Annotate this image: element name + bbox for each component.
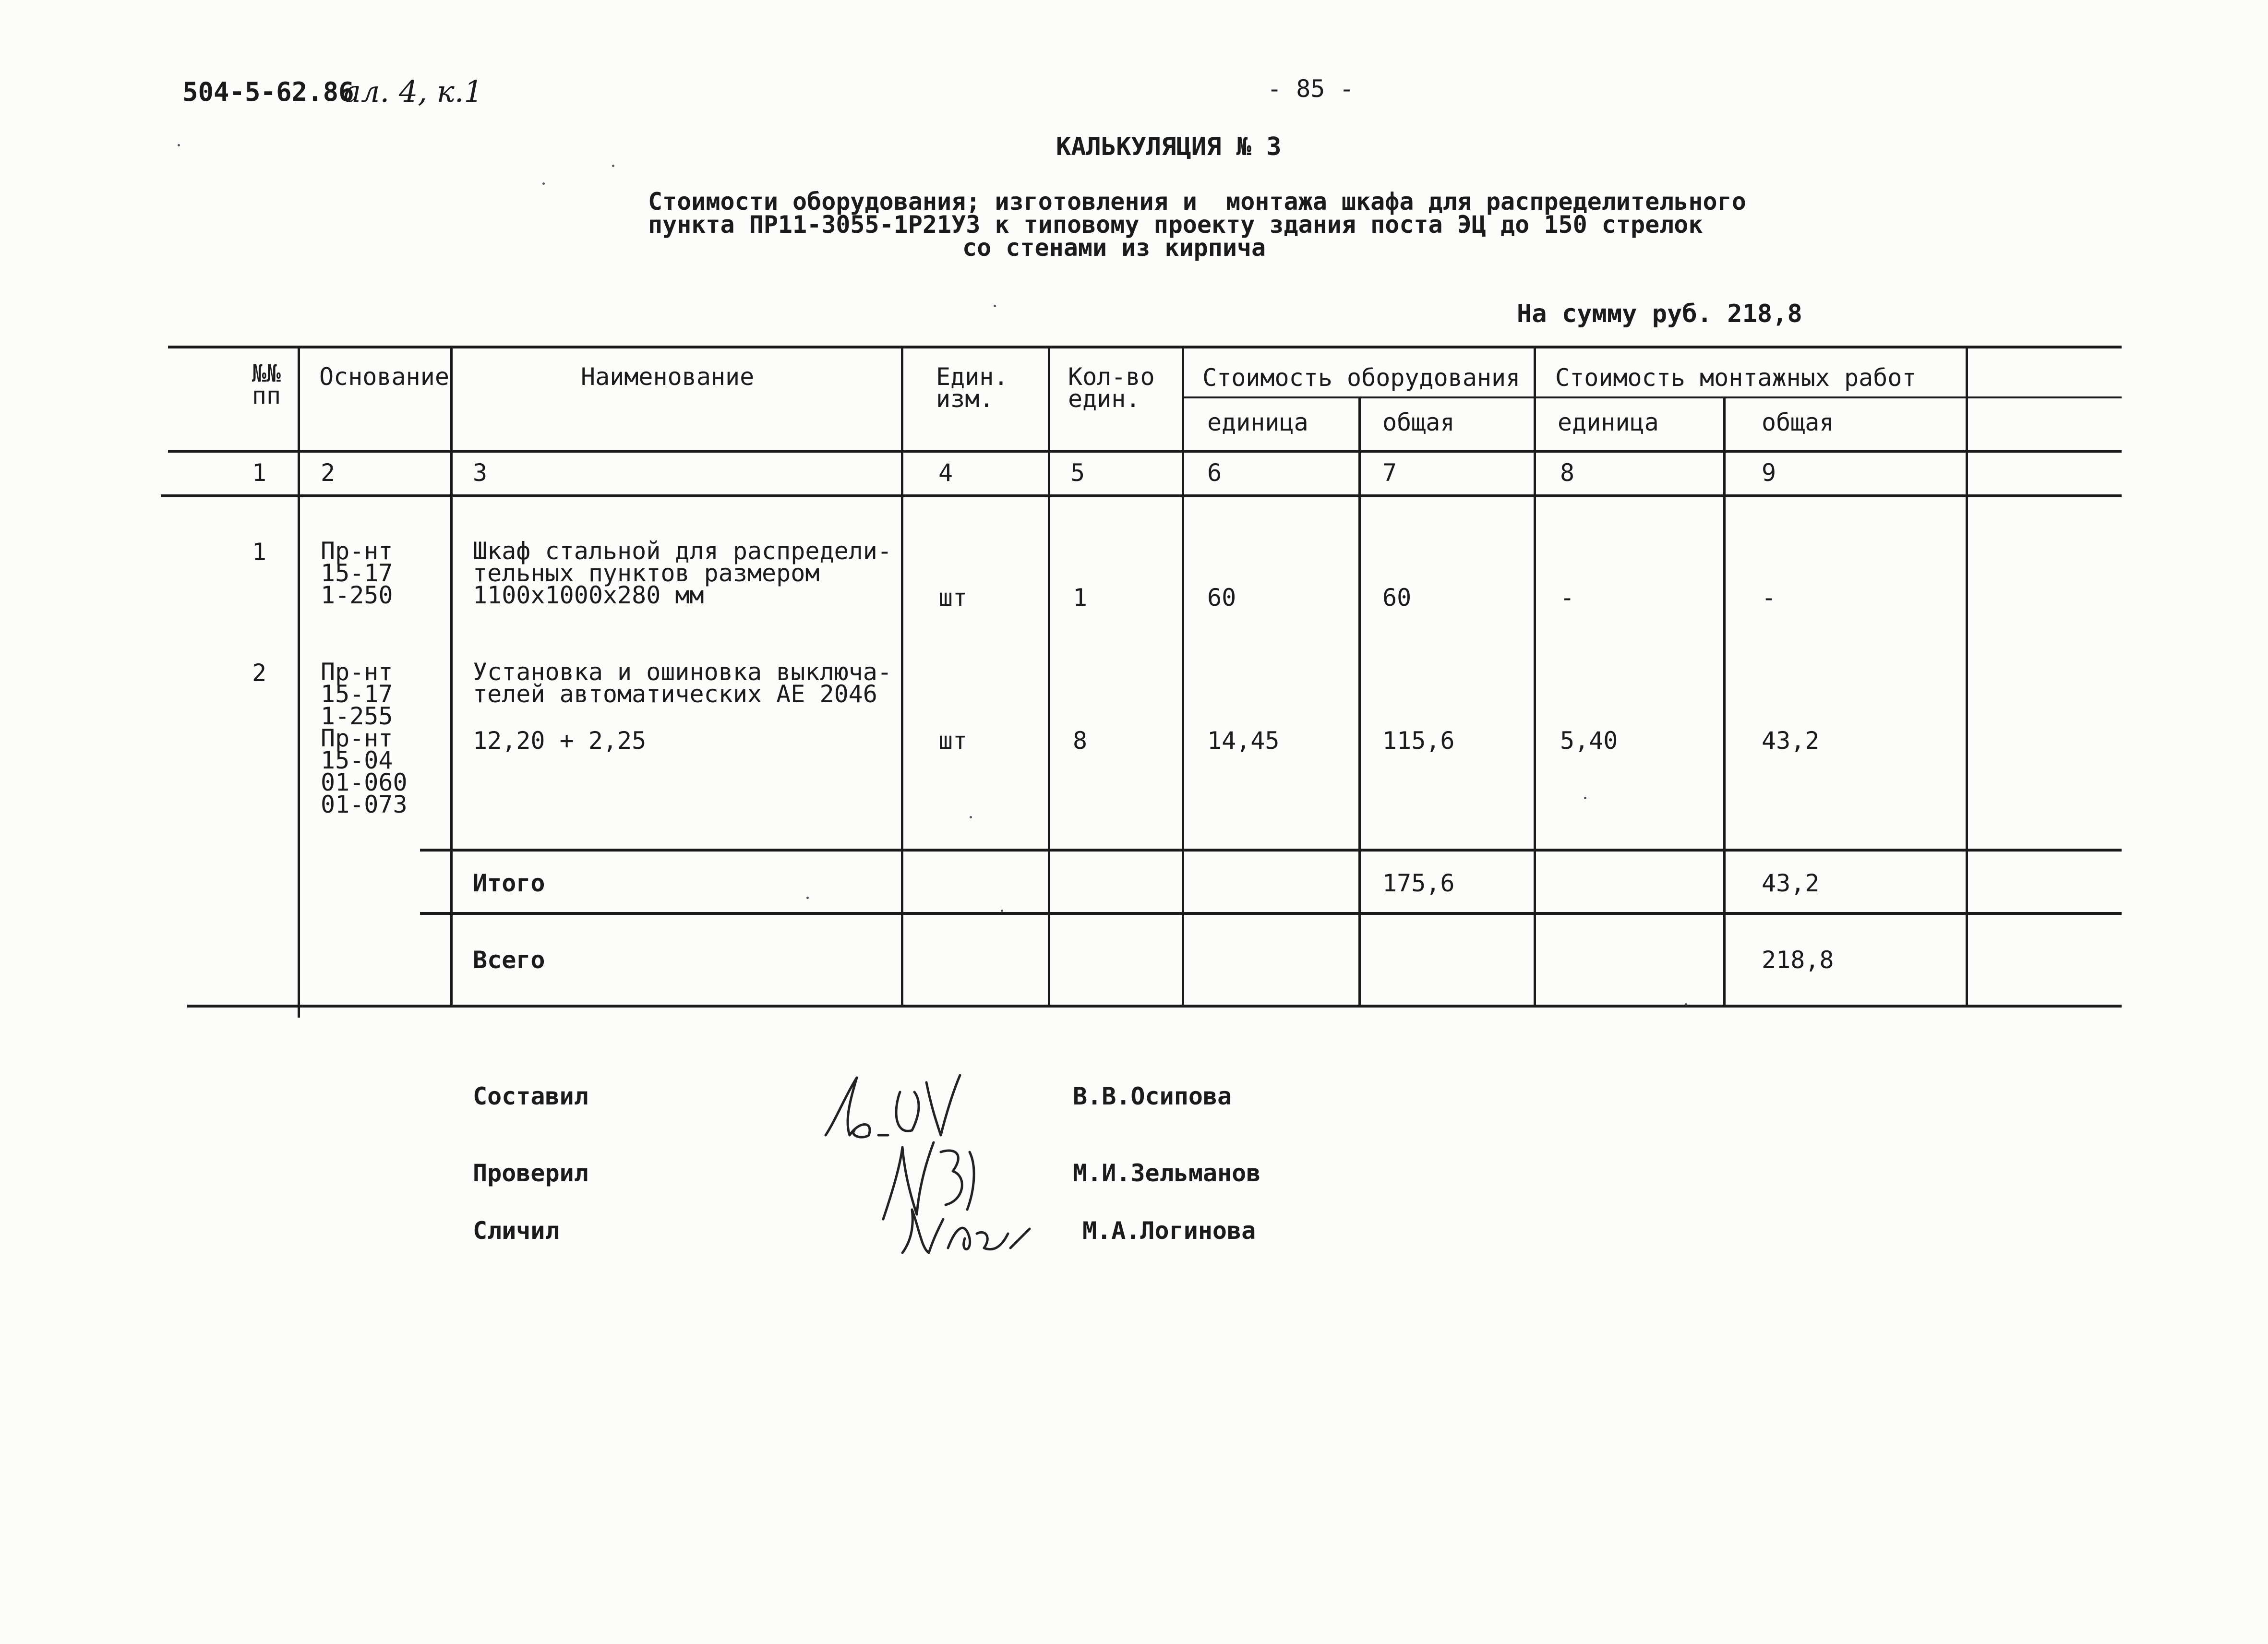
row-1-equipment-total: 60 <box>1382 584 1412 612</box>
row-2-name-calculation: 12,20 + 2,25 <box>473 727 647 755</box>
header-name: Наименование <box>581 363 755 391</box>
subtotal-equipment-total: 175,6 <box>1382 869 1455 897</box>
row-2-name: Установка и ошиновка выключа- телей автоматических АЕ 2046 <box>473 658 892 708</box>
header-bottom-border <box>168 450 2122 453</box>
col-divider-5 <box>1182 346 1184 1006</box>
row-1-basis: Пр-нт 15-17 1-250 <box>321 537 393 609</box>
column-number: 7 <box>1382 459 1397 487</box>
table-top-border <box>168 346 2122 348</box>
scan-speck <box>1584 797 1586 799</box>
subtitle-line-2: пункта ПР11-3055-1Р21У3 к типовому проекту здания поста ЭЦ до 150 стрелок <box>648 211 1703 239</box>
row-2-num: 2 <box>252 659 267 687</box>
subheader-divider <box>1182 396 2122 398</box>
header-basis: Основание <box>319 363 449 391</box>
col-divider-9 <box>1966 346 1968 1006</box>
header-unit: Един. изм. <box>936 363 1008 413</box>
row-2-basis: Пр-нт 15-17 1-255 Пр-нт 15-04 01-060 01-073 <box>321 658 408 818</box>
signature-role-compiled: Составил <box>473 1082 588 1110</box>
signature-role-verified: Сличил <box>473 1217 560 1245</box>
row-1-unit: шт <box>938 584 968 612</box>
scan-speck <box>994 305 996 307</box>
scan-speck <box>1685 1003 1687 1006</box>
signature-role-checked: Проверил <box>473 1159 588 1187</box>
scan-speck <box>1001 910 1003 912</box>
header-qty: Кол-во един. <box>1068 363 1155 413</box>
row-1-name: Шкаф стальной для распредели- тельных пунктов размером 1100х1000х280 мм <box>473 537 892 609</box>
col-divider-1 <box>298 346 300 1018</box>
total-label: Всего <box>473 946 545 974</box>
column-number: 8 <box>1560 459 1575 487</box>
row-2-equipment-total: 115,6 <box>1382 727 1455 755</box>
row-2-qty: 8 <box>1073 727 1088 755</box>
signature-name-verified: М.А.Логинова <box>1082 1217 1256 1245</box>
total-top-border <box>420 912 2122 915</box>
subtotal-top-border <box>420 849 2122 852</box>
row-1-installation-total: - <box>1762 584 1776 612</box>
column-number: 5 <box>1070 459 1085 487</box>
row-2-equipment-unit: 14,45 <box>1207 727 1280 755</box>
scan-speck <box>806 897 809 899</box>
header-num: №№ пп <box>252 360 281 409</box>
subtitle-line-3: со стенами из кирпича <box>962 234 1266 262</box>
column-number: 2 <box>321 459 336 487</box>
row-1-installation-unit: - <box>1560 584 1575 612</box>
subtitle-line-1: Стоимости оборудования; изготовления и монтажа шкафа для распределительного <box>648 188 1746 216</box>
header-installation-unit: единица <box>1558 408 1659 436</box>
column-number: 6 <box>1207 459 1222 487</box>
col-divider-6 <box>1358 396 1361 1006</box>
header-installation-cost: Стоимость монтажных работ <box>1555 364 1917 392</box>
col-divider-8 <box>1723 396 1726 1006</box>
header-equipment-total: общая <box>1382 408 1455 436</box>
handwritten-signature-3 <box>893 1200 1037 1262</box>
col-divider-2 <box>450 346 453 1006</box>
total-installation-total: 218,8 <box>1762 946 1834 974</box>
column-number: 3 <box>473 459 488 487</box>
column-number: 1 <box>252 459 267 487</box>
subtotal-label: Итого <box>473 869 545 897</box>
scan-speck <box>970 816 972 818</box>
signature-name-compiled: В.В.Осипова <box>1073 1082 1232 1110</box>
scan-speck <box>612 165 614 167</box>
scan-speck <box>542 182 545 185</box>
col-divider-7 <box>1534 346 1536 1006</box>
row-2-unit: шт <box>938 727 968 755</box>
header-installation-total: общая <box>1762 408 1834 436</box>
col-divider-4 <box>1048 346 1050 1006</box>
signature-name-checked: М.И.Зельманов <box>1073 1159 1261 1187</box>
row-1-qty: 1 <box>1073 584 1088 612</box>
row-1-num: 1 <box>252 538 267 566</box>
row-1-equipment-unit: 60 <box>1207 584 1236 612</box>
page-number: - 85 - <box>1267 75 1354 103</box>
column-number: 4 <box>938 459 953 487</box>
handwritten-reference: ал. 4, к.1 <box>343 74 483 109</box>
row-2-installation-unit: 5,40 <box>1560 727 1618 755</box>
total-sum-label: На сумму руб. 218,8 <box>1517 300 1802 328</box>
subtotal-installation-total: 43,2 <box>1762 869 1820 897</box>
col-divider-3 <box>901 346 903 1006</box>
header-equipment-unit: единица <box>1207 408 1308 436</box>
column-number-row-border <box>161 494 2122 497</box>
header-equipment-cost: Стоимость оборудования <box>1202 364 1521 392</box>
document-code: 504-5-62.86 <box>182 77 354 107</box>
column-number: 9 <box>1762 459 1776 487</box>
table-bottom-border <box>187 1005 2122 1008</box>
row-2-installation-total: 43,2 <box>1762 727 1820 755</box>
scan-speck <box>178 144 180 146</box>
document-title: КАЛЬКУЛЯЦИЯ № 3 <box>1056 132 1282 161</box>
